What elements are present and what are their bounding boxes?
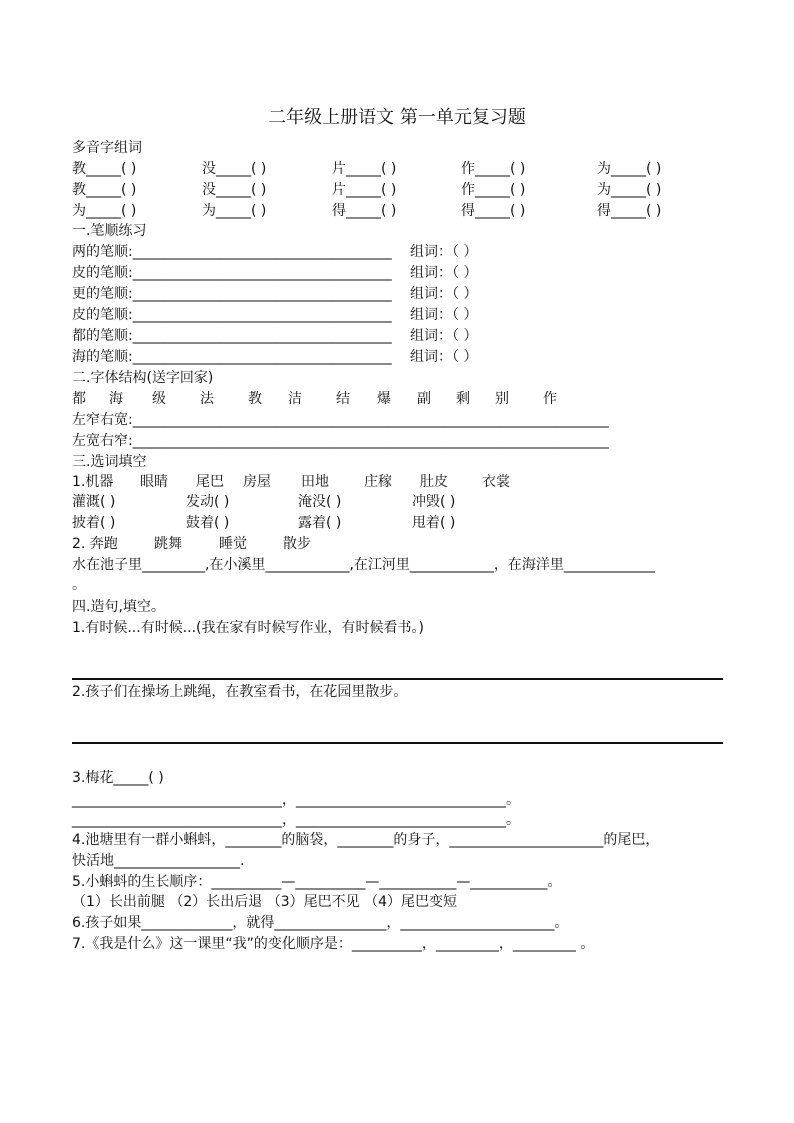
structure-chars <box>72 389 572 409</box>
char-item: 教 <box>248 391 262 407</box>
stroke-label: 皮的笔顺:_____________________________________ <box>72 307 392 323</box>
stroke-row <box>72 326 552 346</box>
word-prompt: 组词：（ ） <box>410 328 478 344</box>
pair-row <box>72 513 532 533</box>
polyphone-heading: 多音字组词 <box>72 140 142 156</box>
word-bank-item: 跳舞 <box>154 536 182 552</box>
stroke-row <box>72 263 552 283</box>
char-item: 海 <box>109 391 123 407</box>
polyphone-item: 作_____( ) <box>461 182 526 198</box>
word-bank-item: 睡觉 <box>219 536 247 552</box>
pair-item: 冲毁( ) <box>412 494 456 510</box>
question-2: 2.孩子们在操场上跳绳，在教室看书，在花园里散步。 <box>72 684 408 700</box>
word-bank-item: 2. 奔跑 <box>72 536 118 552</box>
stroke-label: 海的笔顺:_____________________________________ <box>72 349 392 365</box>
polyphone-item: 片_____( ) <box>332 182 397 198</box>
question-3-line: ______________________________，______________________________。 <box>72 792 520 808</box>
polyphone-item: 没_____( ) <box>202 161 267 177</box>
word-prompt: 组词：（ ） <box>410 265 478 281</box>
question-6: 6.孩子如果_____________，就得________________，______________________。 <box>72 915 569 931</box>
polyphone-item: 教_____( ) <box>72 161 137 177</box>
word-bank-item: 1.机器 <box>72 474 114 490</box>
polyphone-row <box>72 201 732 221</box>
word-bank-item: 眼睛 <box>140 474 168 490</box>
polyphone-item: 片_____( ) <box>332 161 397 177</box>
question-1: 1.有时候...有时候...(我在家有时候写作业，有时候看书。) <box>72 620 424 636</box>
polyphone-item: 为_____( ) <box>202 203 267 219</box>
word-prompt: 组词：（ ） <box>410 244 478 260</box>
word-prompt: 组词：（ ） <box>410 286 478 302</box>
word-bank-item: 肚皮 <box>420 474 448 490</box>
word-prompt: 组词：（ ） <box>410 349 478 365</box>
stroke-heading: 一.笔顺练习 <box>72 223 147 239</box>
question-4-continued: 快活地__________________. <box>72 853 245 869</box>
question-7: 7.《我是什么》这一课里“我”的变化顺序是：__________，_________，_________ 。 <box>72 936 595 952</box>
question-3-line: ______________________________，______________________________。 <box>72 812 520 828</box>
char-item: 级 <box>152 391 166 407</box>
polyphone-item: 得_____( ) <box>461 203 526 219</box>
question-5-options: （1）长出前腿 （2）长出后退 （3）尾巴不见 （4）尾巴变短 <box>72 894 457 910</box>
pair-item: 发动( ) <box>186 494 230 510</box>
polyphone-item: 得_____( ) <box>332 203 397 219</box>
char-item: 洁 <box>288 391 302 407</box>
sentence-heading: 四.造句,填空。 <box>72 599 165 615</box>
fill-heading: 三.选词填空 <box>72 454 147 470</box>
stroke-label: 都的笔顺:_____________________________________ <box>72 328 392 344</box>
answer-rule <box>72 742 723 744</box>
word-bank-1 <box>72 472 532 492</box>
pair-item: 灌溉( ) <box>72 494 116 510</box>
word-bank-item: 庄稼 <box>364 474 392 490</box>
stroke-label: 两的笔顺:_____________________________________ <box>72 244 392 260</box>
pair-item: 淹没( ) <box>298 494 342 510</box>
pair-item: 披着( ) <box>72 515 116 531</box>
pair-row <box>72 492 532 512</box>
page-title: 二年级上册语文 第一单元复习题 <box>268 107 526 128</box>
polyphone-item: 为_____( ) <box>597 161 662 177</box>
pair-item: 露着( ) <box>298 515 342 531</box>
water-line: 水在池子里_________,在小溪里____________,在江河里____________，在海洋里_____________ <box>72 557 655 573</box>
word-bank-item: 房屋 <box>243 474 271 490</box>
pair-item: 甩着( ) <box>412 515 456 531</box>
word-bank-item: 田地 <box>301 474 329 490</box>
word-bank-2 <box>72 534 372 554</box>
wide-left-line: 左宽右窄:____________________________________________________________________ <box>72 433 609 449</box>
answer-rule <box>72 678 723 680</box>
stroke-row <box>72 284 552 304</box>
stroke-label: 更的笔顺:_____________________________________ <box>72 286 392 302</box>
char-item: 别 <box>495 391 509 407</box>
polyphone-row <box>72 159 732 179</box>
stroke-row <box>72 347 552 367</box>
char-item: 作 <box>543 391 557 407</box>
question-3: 3.梅花_____( ) <box>72 770 164 786</box>
char-item: 都 <box>72 391 86 407</box>
polyphone-item: 作_____( ) <box>461 161 526 177</box>
stroke-row <box>72 242 552 262</box>
stroke-row <box>72 305 552 325</box>
structure-heading: 二.字体结构(送字回家) <box>72 370 214 386</box>
char-item: 结 <box>336 391 350 407</box>
char-item: 法 <box>200 391 214 407</box>
pair-item: 鼓着( ) <box>186 515 230 531</box>
word-bank-item: 尾巴 <box>196 474 224 490</box>
stroke-label: 皮的笔顺:_____________________________________ <box>72 265 392 281</box>
word-bank-item: 衣裳 <box>482 474 510 490</box>
char-item: 剩 <box>456 391 470 407</box>
polyphone-item: 教_____( ) <box>72 182 137 198</box>
polyphone-item: 得_____( ) <box>597 203 662 219</box>
water-line-end: 。 <box>72 577 86 593</box>
polyphone-item: 为_____( ) <box>72 203 137 219</box>
question-5: 5.小蝌蚪的生长顺序：__________—__________—___________—___________。 <box>72 874 562 890</box>
narrow-left-line: 左窄右宽:____________________________________________________________________ <box>72 412 609 428</box>
char-item: 副 <box>417 391 431 407</box>
char-item: 爆 <box>377 391 391 407</box>
polyphone-row <box>72 180 732 200</box>
word-prompt: 组词：（ ） <box>410 307 478 323</box>
polyphone-item: 没_____( ) <box>202 182 267 198</box>
polyphone-item: 为_____( ) <box>597 182 662 198</box>
question-4: 4.池塘里有一群小蝌蚪，________的脑袋，________的身子，______________________的尾巴， <box>72 832 660 848</box>
word-bank-item: 散步 <box>283 536 311 552</box>
